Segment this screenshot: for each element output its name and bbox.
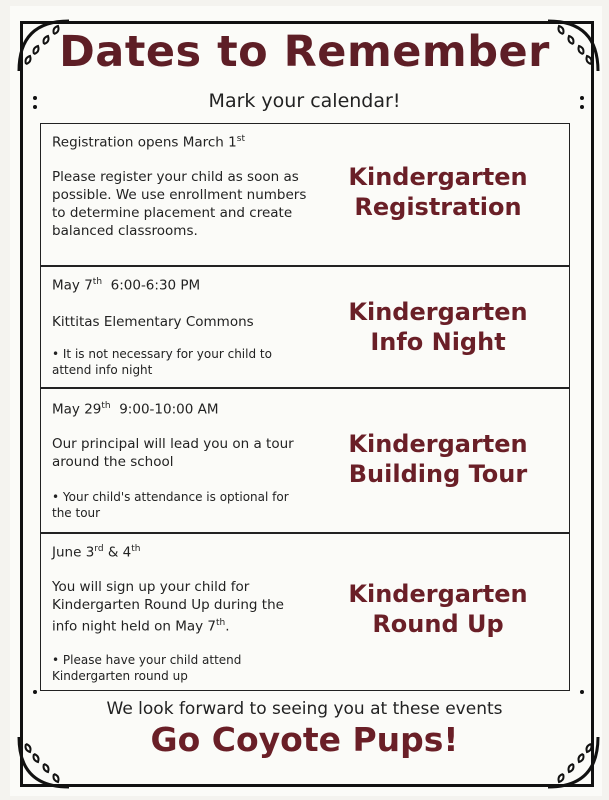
- event-date: May 7th 6:00-6:30 PM: [52, 277, 201, 294]
- frame-dot: [33, 690, 37, 694]
- event-date: June 3rd & 4th: [52, 544, 141, 561]
- event-row-building-tour: [41, 389, 569, 532]
- event-title: Kindergarten Round Up: [348, 580, 528, 638]
- event-description: Kittitas Elementary Commons: [52, 314, 254, 330]
- footer-message: We look forward to seeing you at these events: [106, 699, 503, 719]
- frame-dot: [580, 690, 584, 694]
- event-note: • It is not necessary for your child to attend info night: [52, 347, 272, 377]
- event-date: Registration opens March 1st: [52, 134, 245, 151]
- event-note: • Please have your child attend Kindergarten round up: [52, 653, 242, 683]
- event-description: Our principal will lead you on a tour around the school: [52, 436, 294, 470]
- event-note: • Your child's attendance is optional for the tour: [52, 490, 289, 520]
- event-description: You will sign up your child for Kindergarten Round Up during the info night held on May 7th.: [52, 579, 284, 635]
- events-table: [40, 123, 570, 691]
- footer-slogan: Go Coyote Pups!: [150, 720, 459, 759]
- event-title: Kindergarten Info Night: [348, 298, 528, 356]
- event-row-round-up: [41, 534, 569, 690]
- event-row-registration: [41, 124, 569, 265]
- page-title: Dates to Remember: [59, 27, 550, 77]
- page-subtitle: Mark your calendar!: [208, 90, 401, 112]
- event-description: Please register your child as soon as possible. We use enrollment numbers to determine placement and create balanced classrooms.: [52, 169, 307, 239]
- event-title: Kindergarten Building Tour: [348, 430, 528, 488]
- event-date: May 29th 9:00-10:00 AM: [52, 401, 219, 418]
- event-title: Kindergarten Registration: [348, 163, 528, 221]
- event-row-info-night: [41, 267, 569, 387]
